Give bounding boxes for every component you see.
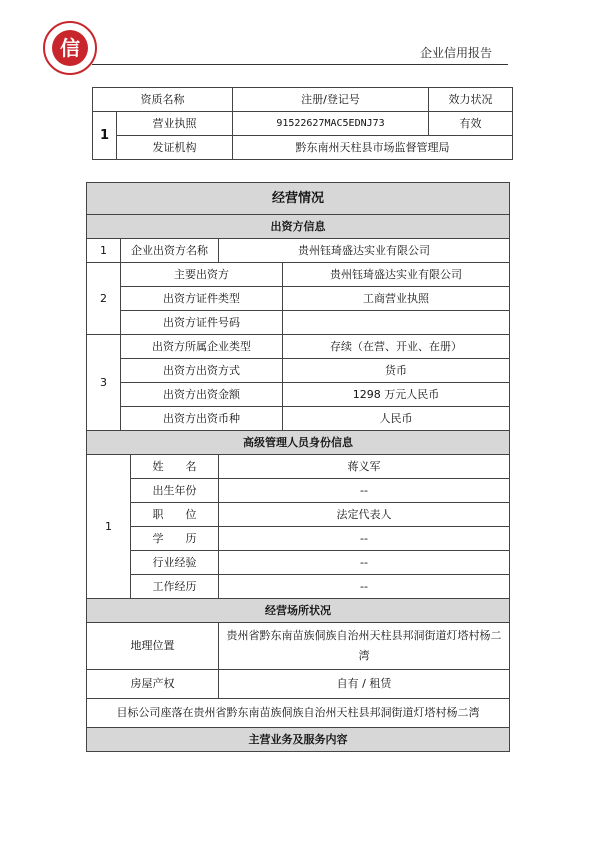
table-row — [87, 699, 510, 728]
field-label: 主要出资方 — [121, 263, 283, 287]
column-header: 资质名称 — [93, 88, 233, 112]
field-value: 贵州钰琦盛达实业有限公司 — [219, 239, 510, 263]
report-title: 企业信用报告 — [419, 46, 492, 60]
field-value: 法定代表人 — [219, 503, 510, 527]
table-row — [87, 623, 510, 670]
field-label: 行业经验 — [131, 551, 219, 575]
premises-note: 目标公司座落在贵州省黔东南苗族侗族自治州天柱县邦洞街道灯塔村杨二湾 — [87, 699, 510, 728]
field-label: 出资方证件号码 — [121, 311, 283, 335]
field-label: 工作经历 — [131, 575, 219, 599]
company-logo-icon — [42, 20, 98, 76]
field-value: 贵州钰琦盛达实业有限公司 — [283, 263, 510, 287]
table-row — [87, 670, 510, 699]
field-label: 出资方出资方式 — [121, 359, 283, 383]
field-label: 出资方出资金额 — [121, 383, 283, 407]
field-value: 人民币 — [283, 407, 510, 431]
field-label: 出资方出资币种 — [121, 407, 283, 431]
table-row — [87, 527, 510, 551]
logo-glyph: 信 — [60, 36, 80, 60]
row-index: 3 — [87, 335, 121, 431]
management-section-title: 高级管理人员身份信息 — [87, 431, 510, 455]
table-row — [87, 551, 510, 575]
operations-table — [86, 182, 510, 752]
field-label: 学 历 — [131, 527, 219, 551]
field-value — [283, 311, 510, 335]
field-label: 出资方所属企业类型 — [121, 335, 283, 359]
table-row — [87, 287, 510, 311]
field-label: 企业出资方名称 — [121, 239, 219, 263]
operations-title: 经营情况 — [87, 183, 510, 215]
field-value: 1298 万元人民币 — [283, 383, 510, 407]
field-value: -- — [219, 527, 510, 551]
table-row — [87, 311, 510, 335]
field-label: 出资方证件类型 — [121, 287, 283, 311]
column-header: 注册/登记号 — [233, 88, 429, 112]
table-row — [87, 479, 510, 503]
field-label: 职 位 — [131, 503, 219, 527]
premises-section-title: 经营场所状况 — [87, 599, 510, 623]
table-row — [87, 455, 510, 479]
field-label: 房屋产权 — [87, 670, 219, 699]
field-value: 贵州省黔东南苗族侗族自治州天柱县邦洞街道灯塔村杨二湾 — [219, 623, 510, 670]
field-value: -- — [219, 479, 510, 503]
investor-section-title: 出资方信息 — [87, 215, 510, 239]
row-index: 1 — [87, 455, 131, 599]
field-value: 货币 — [283, 359, 510, 383]
field-label: 出生年份 — [131, 479, 219, 503]
table-row — [87, 263, 510, 287]
license-name: 营业执照 — [117, 112, 233, 136]
table-row — [87, 503, 510, 527]
field-value: 存续（在营、开业、在册） — [283, 335, 510, 359]
row-index: 1 — [93, 112, 117, 160]
issuer-label: 发证机构 — [117, 136, 233, 160]
business-section-title: 主营业务及服务内容 — [87, 728, 510, 752]
table-row — [87, 383, 510, 407]
issuer-value: 黔东南州天柱县市场监督管理局 — [233, 136, 513, 160]
field-value: -- — [219, 575, 510, 599]
qualification-table — [92, 87, 513, 160]
row-index: 2 — [87, 263, 121, 335]
registration-number: 91522627MAC5EDNJ73 — [233, 112, 429, 136]
license-status: 有效 — [429, 112, 513, 136]
table-row — [87, 575, 510, 599]
table-row — [87, 239, 510, 263]
table-row — [87, 335, 510, 359]
table-row — [87, 359, 510, 383]
field-value: 蒋义军 — [219, 455, 510, 479]
column-header: 效力状况 — [429, 88, 513, 112]
field-label: 姓 名 — [131, 455, 219, 479]
field-value: -- — [219, 551, 510, 575]
field-label: 地理位置 — [87, 623, 219, 670]
table-row — [93, 136, 513, 160]
table-row — [93, 112, 513, 136]
field-value: 自有 / 租赁 — [219, 670, 510, 699]
table-row — [87, 407, 510, 431]
table-header-row — [93, 88, 513, 112]
header-divider — [92, 64, 508, 65]
field-value: 工商营业执照 — [283, 287, 510, 311]
row-index: 1 — [87, 239, 121, 263]
